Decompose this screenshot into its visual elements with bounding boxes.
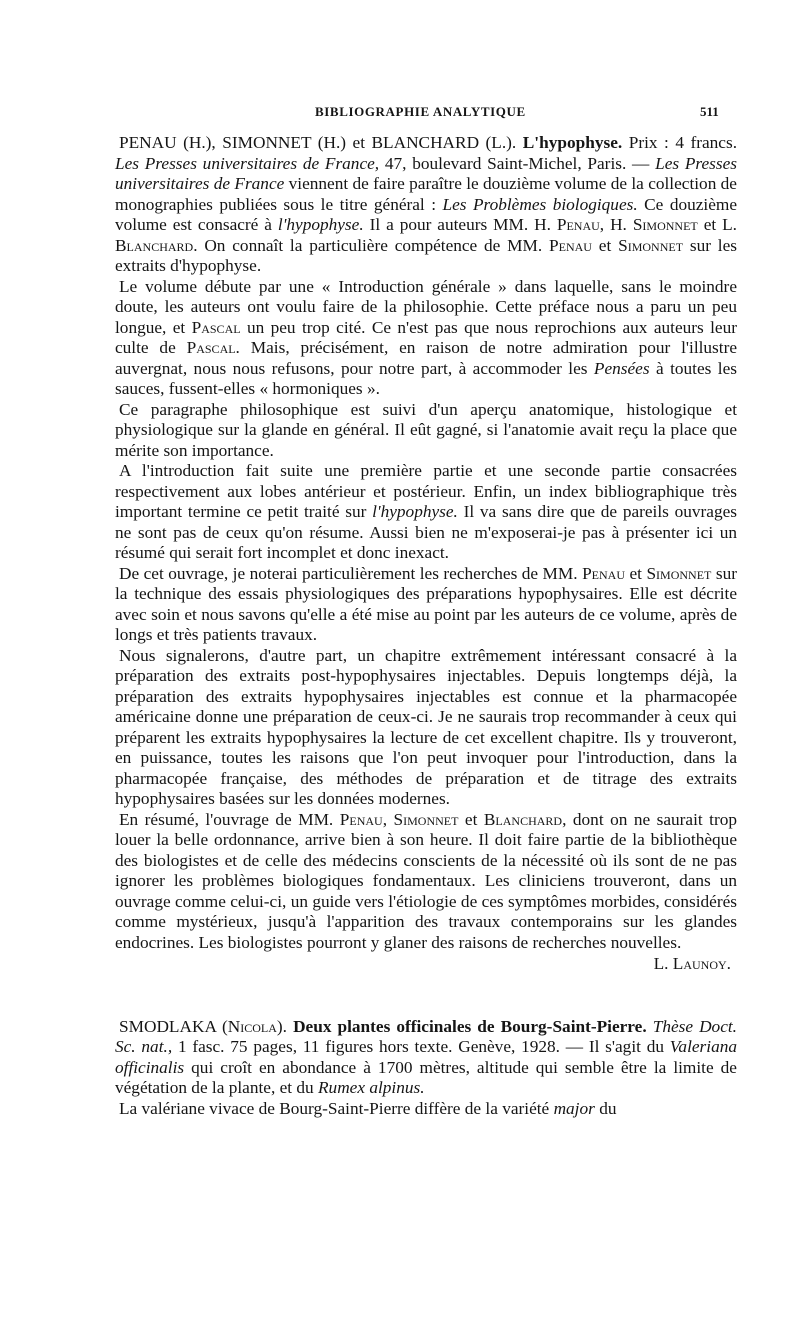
- review-1-paragraph-7: En résumé, l'ouvrage de MM. Penau, Simonnet et Blanchard, dont on ne saurait trop louer la belle ordonnance, arrive bien à son heure. Il doit faire partie de la bibliothèque des biologistes et de celle des médecins conscients de la nécessité où ils sont de ne pas ignorer les problèmes biologiques fondamentaux. Les cliniciens trouveront, dans un ouvrage comme celui-ci, un guide vers l'étiologie de ces symptômes morbides, considérés comme mystérieux, jusqu'à l'apparition des travaux contemporains sur les glandes endocrines. Les biologistes pourront y glaner des raisons de recherches nouvelles.: [115, 809, 738, 952]
- review-1-paragraph-5: De cet ouvrage, je noterai particulièrement les recherches de MM. Penau et Simonnet sur la technique des essais physiologiques des préparations hypophysaires. Elle est décrite avec soin et nous savons qu'elle a été mise au point par les auteurs de ce volume, après de longs et très patients travaux.: [115, 563, 737, 644]
- review-1-title: L'hypophyse.: [522, 133, 623, 152]
- section-spacer: [115, 975, 737, 1017]
- review-1-paragraph-4: A l'introduction fait suite une première partie et une seconde partie consacrées respectivement aux lobes antérieur et postérieur. Enfin, un index bibliographique très important termine ce petit traité sur l'hypophyse. Il va sans dire que de pareils ouvrages ne sont pas de ceux qu'on résume. Aussi bien ne m'exposerai-je pas à présenter ici un résumé qui serait fort incomplet et donc inexact.: [115, 461, 738, 562]
- series-title: Les Problèmes biologiques.: [442, 194, 638, 214]
- review-1-citation: PENAU (H.), SIMONNET (H.) et BLANCHARD (L.). L'hypophyse. Prix : 4 francs. Les Presses universitaires de France, 47, boulevard Saint-Michel, Paris. — Les Presses universitaires de France viennent de faire paraître le douzième volume de la collection de monographies publiées sous le titre général : Les Problèmes biologiques. Ce douzième volume est consacré à l'hypophyse. Il a pour auteurs MM. H. Penau, H. Simonnet et L. Blanchard. On connaît la particulière compétence de MM. Penau et Simonnet sur les extraits d'hypophyse.: [115, 133, 738, 275]
- reviewer-signature: L. Launoy.: [653, 954, 731, 973]
- review-2-author: SMODLAKA: [119, 1016, 216, 1036]
- publisher: Les Presses universitaires de France,: [115, 153, 380, 173]
- review-hypophyse: [115, 133, 737, 1119]
- review-2-citation: SMODLAKA (Nicola). Deux plantes officinales de Bourg-Saint-Pierre. Thèse Doct. Sc. nat., 1 fasc. 75 pages, 11 figures hors texte. Genève, 1928. — Il s'agit du Valeriana officinalis qui croît en abondance à 1700 mètres, altitude qui semble être la limite de végétation de la plante, et du Rumex alpinus.: [115, 1016, 737, 1097]
- page-header: [0, 104, 800, 128]
- page-number: 511: [700, 104, 719, 119]
- review-1-authors: PENAU (H.), SIMONNET (H.) et BLANCHARD (L.).: [119, 133, 517, 152]
- review-1-paragraph-6: Nous signalerons, d'autre part, un chapitre extrêmement intéressant consacré à la préparation des extraits post-hypophysaires injectables. Depuis longtemps déjà, la préparation des extraits hypophysaires injectables est connue et la pharmacopée américaine donne une préparation de ceux-ci. Je ne saurais trop recommander à ceux qui préparent les extraits hypophysaires la lecture de cet excellent chapitre. Ils y trouveront, en puissance, toutes les raisons que l'on peut invoquer pour l'introduction, dans la pharmacopée française, des méthodes de préparation et de titrage des extraits hypophysaires basées sur les données modernes.: [115, 645, 737, 808]
- review-2-title: Deux plantes officinales de Bourg-Saint-Pierre.: [293, 1016, 647, 1036]
- review-1-paragraph-3: Ce paragraphe philosophique est suivi d'un aperçu anatomique, histologique et physiologique sur la glande en général. Il eût gagné, si l'anatomie avait reçu la place que mérite son importance.: [115, 399, 737, 460]
- review-2-paragraph-2: La valériane vivace de Bourg-Saint-Pierre diffère de la variété major du: [119, 1098, 617, 1118]
- running-title: BIBLIOGRAPHIE ANALYTIQUE: [315, 104, 526, 119]
- review-1-paragraph-2: Le volume débute par une « Introduction générale » dans laquelle, sans le moindre doute, les auteurs ont voulu faire de la philosophie. Cette préface nous a paru un peu longue, et Pascal un peu trop cité. Ce n'est pas que nous reprochions aux auteurs leur culte de Pascal. Mais, précisément, en raison de notre admiration pour l'illustre auvergnat, nous nous refusons, pour notre part, à accommoder les Pensées à toutes les sauces, fussent-elles « hormoniques ».: [115, 276, 738, 398]
